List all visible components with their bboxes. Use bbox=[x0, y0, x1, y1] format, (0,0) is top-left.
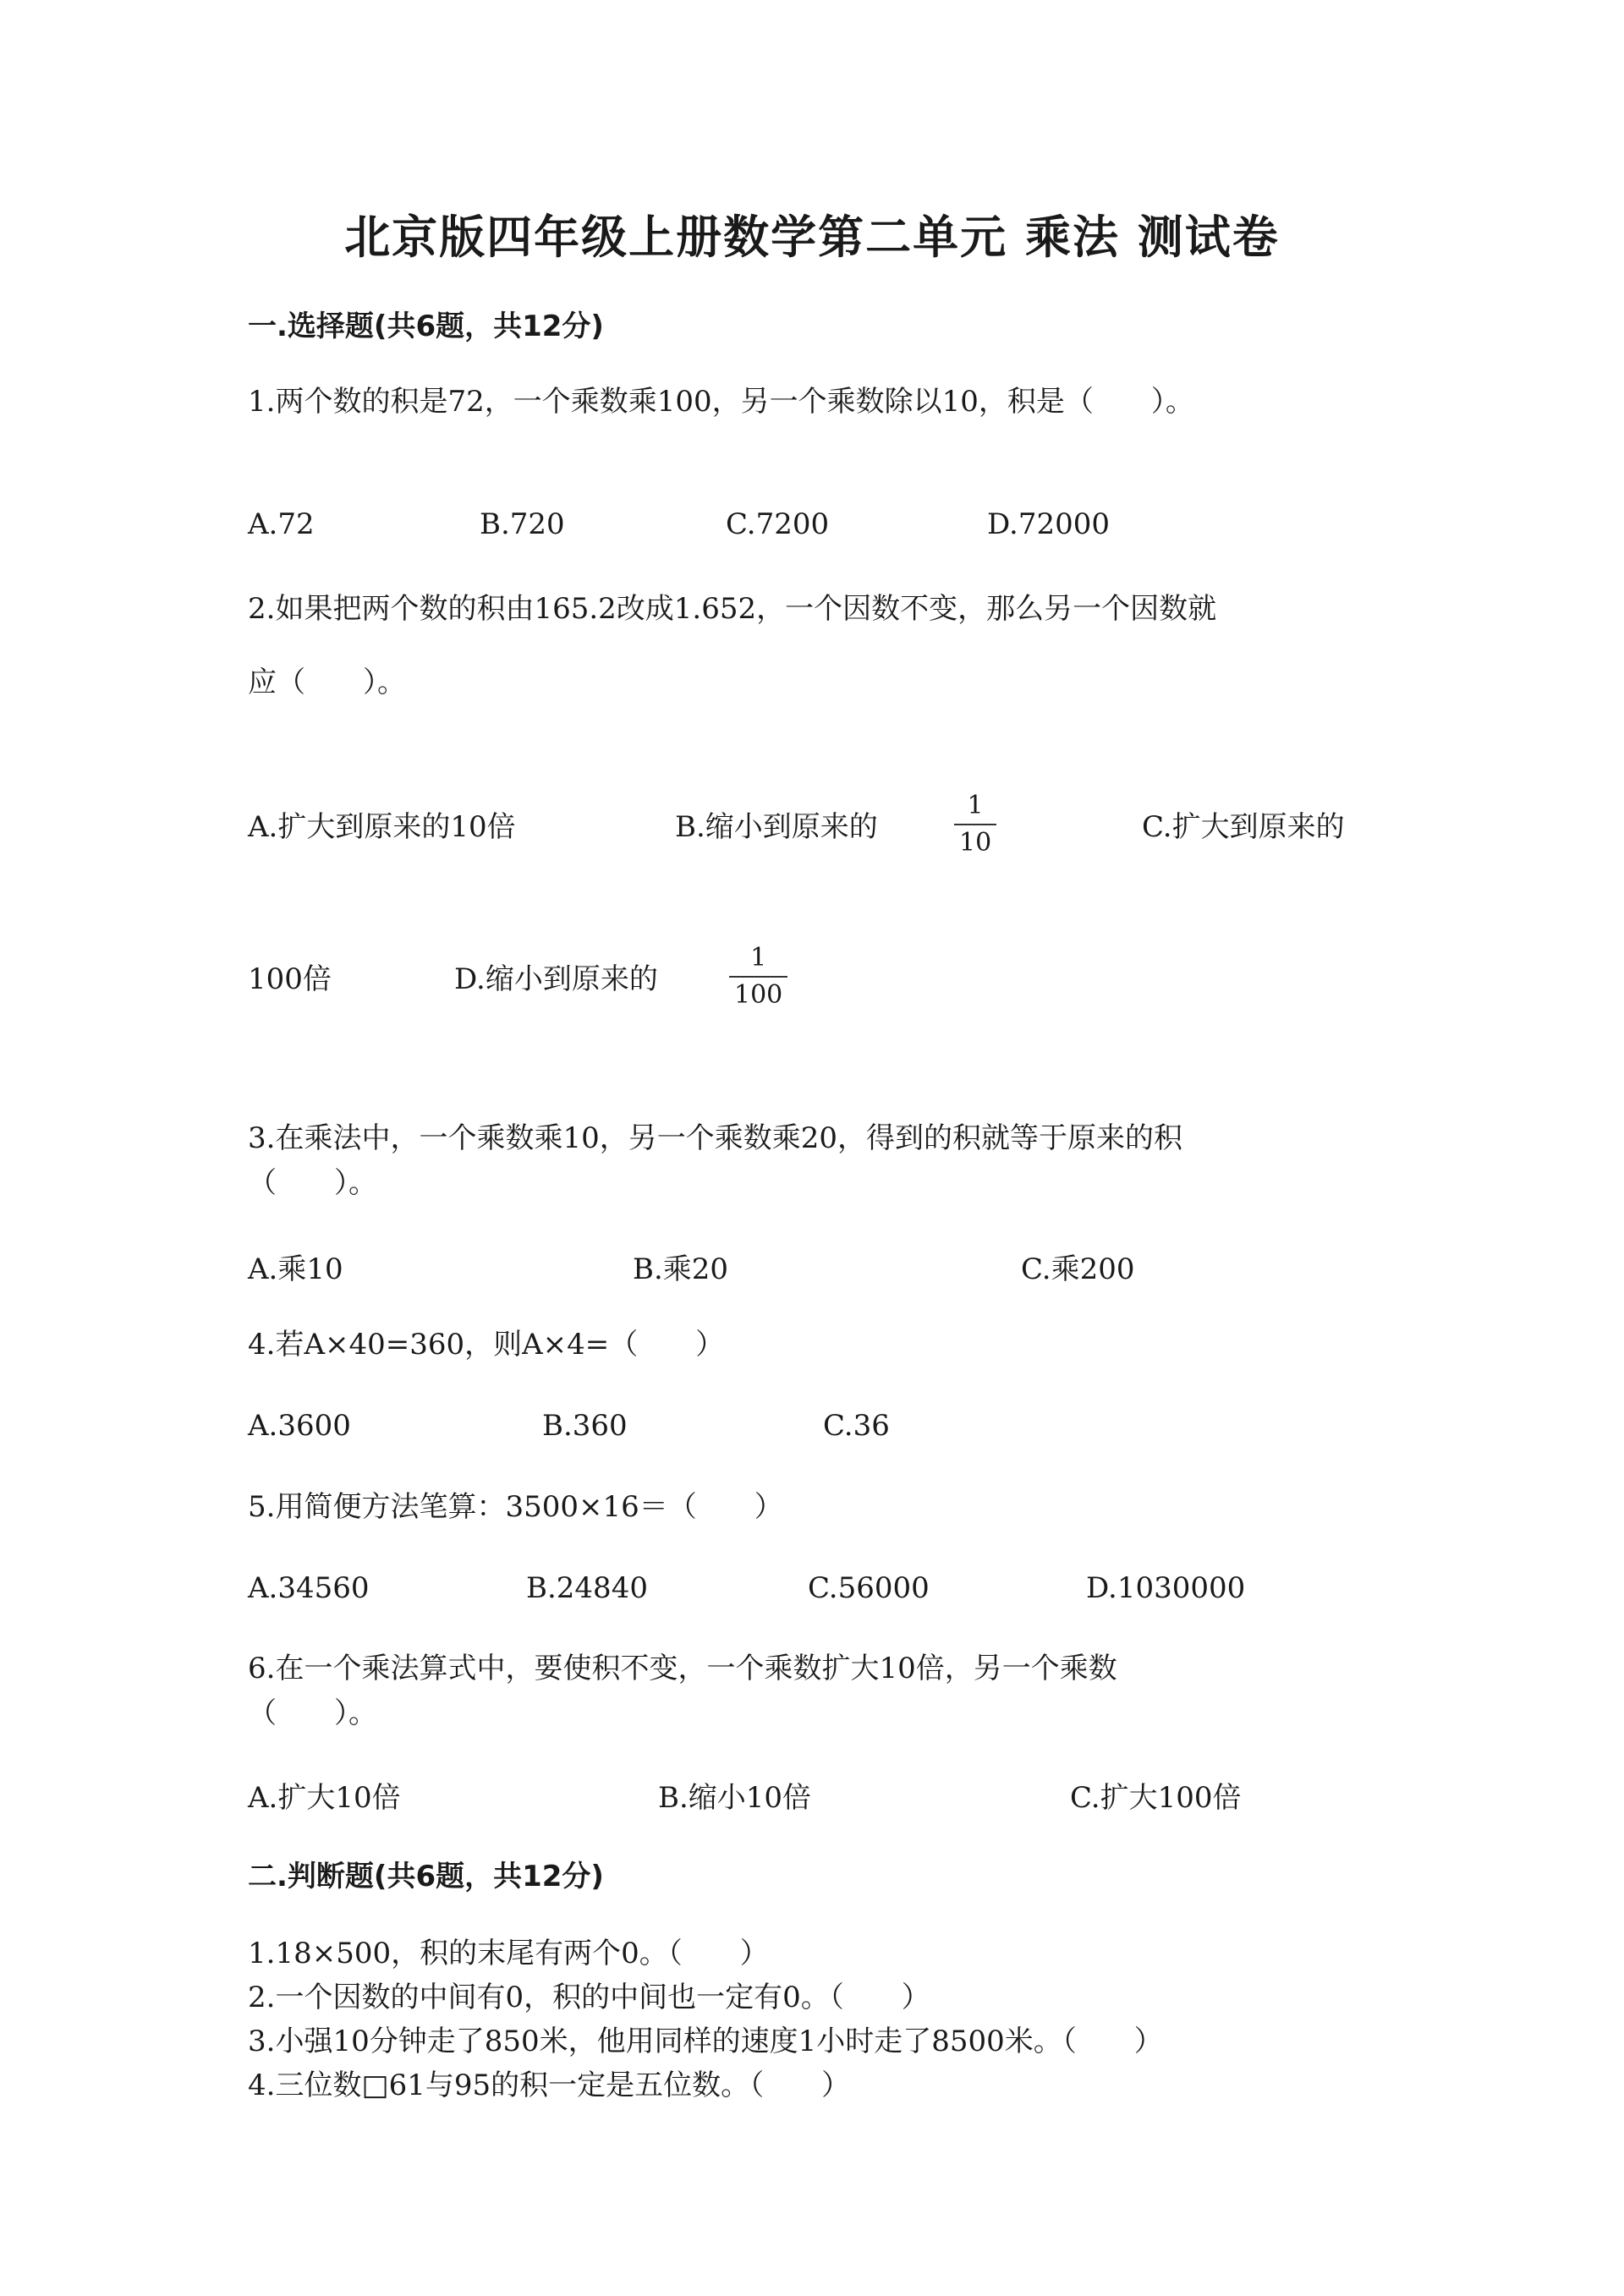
q6-option-c: C.扩大100倍 bbox=[1070, 1781, 1242, 1815]
q4-option-c: C.36 bbox=[823, 1409, 890, 1443]
fraction-numerator: 1 bbox=[967, 791, 984, 820]
q6-option-a: A.扩大10倍 bbox=[248, 1781, 401, 1815]
question-6-line-1: 6.在一个乘法算式中，要使积不变，一个乘数扩大10倍，另一个乘数 bbox=[248, 1652, 1117, 1685]
q3-option-b: B.乘20 bbox=[633, 1252, 729, 1286]
q2-option-c-continued: 100倍 bbox=[248, 962, 332, 996]
q2-option-c: C.扩大到原来的 bbox=[1142, 810, 1345, 844]
question-3-line-2: （ ）。 bbox=[248, 1166, 377, 1200]
q1-option-a: A.72 bbox=[248, 507, 315, 541]
q5-option-c: C.56000 bbox=[808, 1571, 930, 1605]
q2-option-d: D.缩小到原来的 bbox=[454, 962, 658, 996]
question-2-line-2: 应（ ）。 bbox=[248, 666, 406, 699]
q6-option-b: B.缩小10倍 bbox=[658, 1781, 812, 1815]
q5-option-d: D.1030000 bbox=[1086, 1571, 1246, 1605]
q2-option-d-fraction bbox=[729, 945, 787, 1008]
judgment-item-2: 2.一个因数的中间有0，积的中间也一定有0。（ ） bbox=[248, 1981, 930, 2014]
q5-option-a: A.34560 bbox=[248, 1571, 370, 1605]
fraction-denominator: 10 bbox=[959, 828, 992, 858]
q2-option-a: A.扩大到原来的10倍 bbox=[248, 810, 516, 844]
section-heading-judgment: 二.判断题(共6题，共12分) bbox=[248, 1860, 604, 1893]
judgment-item-4: 4.三位数□61与95的积一定是五位数。（ ） bbox=[248, 2069, 851, 2102]
q1-option-b: B.720 bbox=[480, 507, 565, 541]
q5-option-b: B.24840 bbox=[526, 1571, 648, 1605]
judgment-item-1: 1.18×500，积的末尾有两个0。（ ） bbox=[248, 1937, 769, 1970]
fraction-numerator: 1 bbox=[750, 943, 767, 973]
question-2-line-1: 2.如果把两个数的积由165.2改成1.652，一个因数不变，那么另一个因数就 bbox=[248, 592, 1217, 626]
judgment-item-3: 3.小强10分钟走了850米，他用同样的速度1小时走了8500米。（ ） bbox=[248, 2025, 1163, 2058]
section-heading-choice: 一.选择题(共6题，共12分) bbox=[248, 310, 604, 343]
question-1: 1.两个数的积是72，一个乘数乘100，另一个乘数除以10，积是（ ）。 bbox=[248, 385, 1194, 419]
q2-option-b: B.缩小到原来的 bbox=[675, 810, 878, 844]
question-3-line-1: 3.在乘法中，一个乘数乘10，另一个乘数乘20，得到的积就等于原来的积 bbox=[248, 1121, 1182, 1155]
q1-option-c: C.7200 bbox=[726, 507, 830, 541]
question-4: 4.若A×40=360，则A×4=（ ） bbox=[248, 1328, 725, 1362]
question-6-line-2: （ ）。 bbox=[248, 1696, 377, 1730]
q4-option-b: B.360 bbox=[542, 1409, 628, 1443]
q4-option-a: A.3600 bbox=[248, 1409, 351, 1443]
q2-option-b-fraction bbox=[954, 793, 996, 856]
page-title: 北京版四年级上册数学第二单元 乘法 测试卷 bbox=[344, 210, 1280, 264]
fraction-denominator: 100 bbox=[734, 980, 783, 1010]
q1-option-d: D.72000 bbox=[987, 507, 1111, 541]
q3-option-c: C.乘200 bbox=[1021, 1252, 1135, 1286]
question-5: 5.用简便方法笔算：3500×16＝（ ） bbox=[248, 1490, 783, 1524]
q3-option-a: A.乘10 bbox=[248, 1252, 343, 1286]
